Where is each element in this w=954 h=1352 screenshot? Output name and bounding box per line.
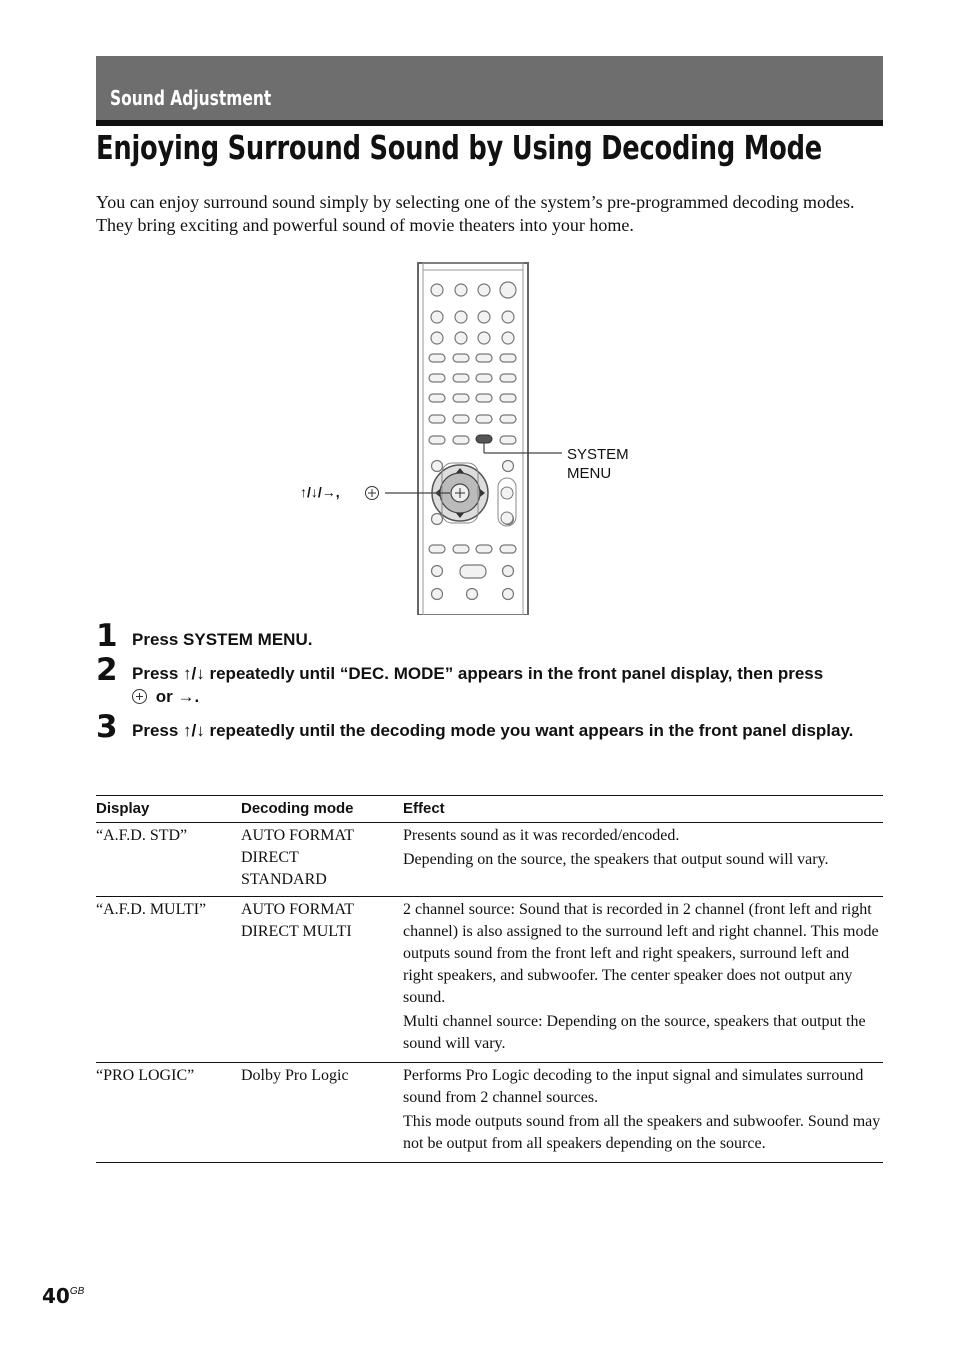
cell-mode: Dolby Pro Logic xyxy=(241,1063,403,1163)
remote-button xyxy=(500,436,516,444)
remote-button xyxy=(476,394,492,402)
remote-control-illustration xyxy=(290,260,670,615)
remote-button xyxy=(500,415,516,423)
remote-button xyxy=(432,589,443,600)
remote-button xyxy=(503,589,514,600)
cell-effect xyxy=(403,1063,883,1163)
step-text xyxy=(132,662,884,708)
remote-button xyxy=(453,545,469,553)
remote-button xyxy=(432,461,443,472)
remote-button xyxy=(476,374,492,382)
step-number: 3 xyxy=(96,709,118,745)
remote-button xyxy=(500,374,516,382)
callout-arrows-label: ↑/↓/→, xyxy=(300,484,340,500)
page-number-suffix: GB xyxy=(69,1286,85,1297)
remote-button xyxy=(429,354,445,362)
remote-button xyxy=(453,394,469,402)
step-text: Press ↑/↓ repeatedly until the decoding mode you want appears in the front panel display. xyxy=(132,721,854,740)
remote-button xyxy=(478,284,490,296)
remote-button xyxy=(455,284,467,296)
remote-button xyxy=(431,284,443,296)
enter-icon xyxy=(132,689,147,704)
remote-button xyxy=(500,394,516,402)
cell-effect xyxy=(403,897,883,1063)
remote-button xyxy=(503,461,514,472)
effect-line: Performs Pro Logic decoding to the input signal and simulates surround sound from 2 channel sources. xyxy=(403,1067,864,1106)
cell-display: “PRO LOGIC” xyxy=(96,1063,241,1163)
remote-button xyxy=(432,514,443,525)
remote-button xyxy=(431,332,443,344)
banner-rule xyxy=(96,120,883,126)
remote-button xyxy=(431,311,443,323)
intro-paragraph: You can enjoy surround sound simply by selecting one of the system’s pre-programmed decoding modes. They bring exciting and powerful sound of movie theaters into your home. xyxy=(96,192,855,235)
header-decoding-mode: Decoding mode xyxy=(241,796,403,823)
remote-button xyxy=(432,566,443,577)
remote-button xyxy=(429,545,445,553)
step-number: 2 xyxy=(96,652,118,688)
remote-button xyxy=(453,436,469,444)
page-number-value: 40 xyxy=(42,1284,70,1308)
step-text-a: Press ↑/↓ repeatedly until “DEC. MODE” appears in the front panel display, then press xyxy=(132,664,824,683)
remote-button xyxy=(455,332,467,344)
remote-button xyxy=(478,332,490,344)
remote-button xyxy=(429,436,445,444)
remote-button xyxy=(429,394,445,402)
remote-button xyxy=(502,332,514,344)
table-row xyxy=(96,897,883,1063)
step-text-b: or →. xyxy=(155,687,200,706)
cell-display: “A.F.D. STD” xyxy=(96,823,241,897)
effect-line: Presents sound as it was recorded/encoded. xyxy=(403,827,680,844)
enter-icon xyxy=(366,487,379,500)
remote-button xyxy=(453,354,469,362)
table-row xyxy=(96,823,883,897)
table-header-row xyxy=(96,796,883,823)
cell-display: “A.F.D. MULTI” xyxy=(96,897,241,1063)
section-banner xyxy=(96,56,883,120)
decoding-mode-table xyxy=(96,795,883,1163)
step-number: 1 xyxy=(96,618,118,654)
cell-effect xyxy=(403,823,883,897)
page-number xyxy=(42,1284,84,1308)
remote-button xyxy=(453,374,469,382)
remote-button xyxy=(478,311,490,323)
effect-line: Depending on the source, the speakers that output sound will vary. xyxy=(403,851,829,868)
page-title: Enjoying Surround Sound by Using Decoding Mode xyxy=(96,128,823,167)
remote-button xyxy=(500,354,516,362)
callout-menu-label: MENU xyxy=(567,465,612,482)
remote-button xyxy=(453,415,469,423)
remote-button xyxy=(467,589,478,600)
effect-line: Multi channel source: Depending on the source, speakers that output the sound will vary. xyxy=(403,1013,866,1052)
header-effect: Effect xyxy=(403,796,883,823)
step-text: Press SYSTEM MENU. xyxy=(132,630,313,649)
header-display: Display xyxy=(96,796,241,823)
remote-button xyxy=(455,311,467,323)
remote-button xyxy=(476,415,492,423)
remote-button xyxy=(476,354,492,362)
section-title: Sound Adjustment xyxy=(110,86,272,110)
remote-button xyxy=(429,415,445,423)
table-row xyxy=(96,1063,883,1163)
remote-button xyxy=(503,566,514,577)
cell-mode: AUTO FORMAT DIRECT STANDARD xyxy=(241,823,403,897)
remote-button xyxy=(500,545,516,553)
remote-button xyxy=(429,374,445,382)
cell-mode: AUTO FORMAT DIRECT MULTI xyxy=(241,897,403,1063)
remote-button xyxy=(502,311,514,323)
effect-line: 2 channel source: Sound that is recorded in 2 channel (front left and right channel) is also assigned to the surround left and right channel. This mode outputs sound from the front left and right speakers, surround left and right speakers, and subwoofer. The center speaker does not output any sound. xyxy=(403,901,879,1006)
remote-button xyxy=(500,282,516,298)
remote-button xyxy=(476,545,492,553)
callout-system-label: SYSTEM xyxy=(567,446,629,463)
remote-button xyxy=(460,565,486,578)
effect-line: This mode outputs sound from all the speakers and subwoofer. Sound may not be output from all speakers depending on the source. xyxy=(403,1113,881,1152)
